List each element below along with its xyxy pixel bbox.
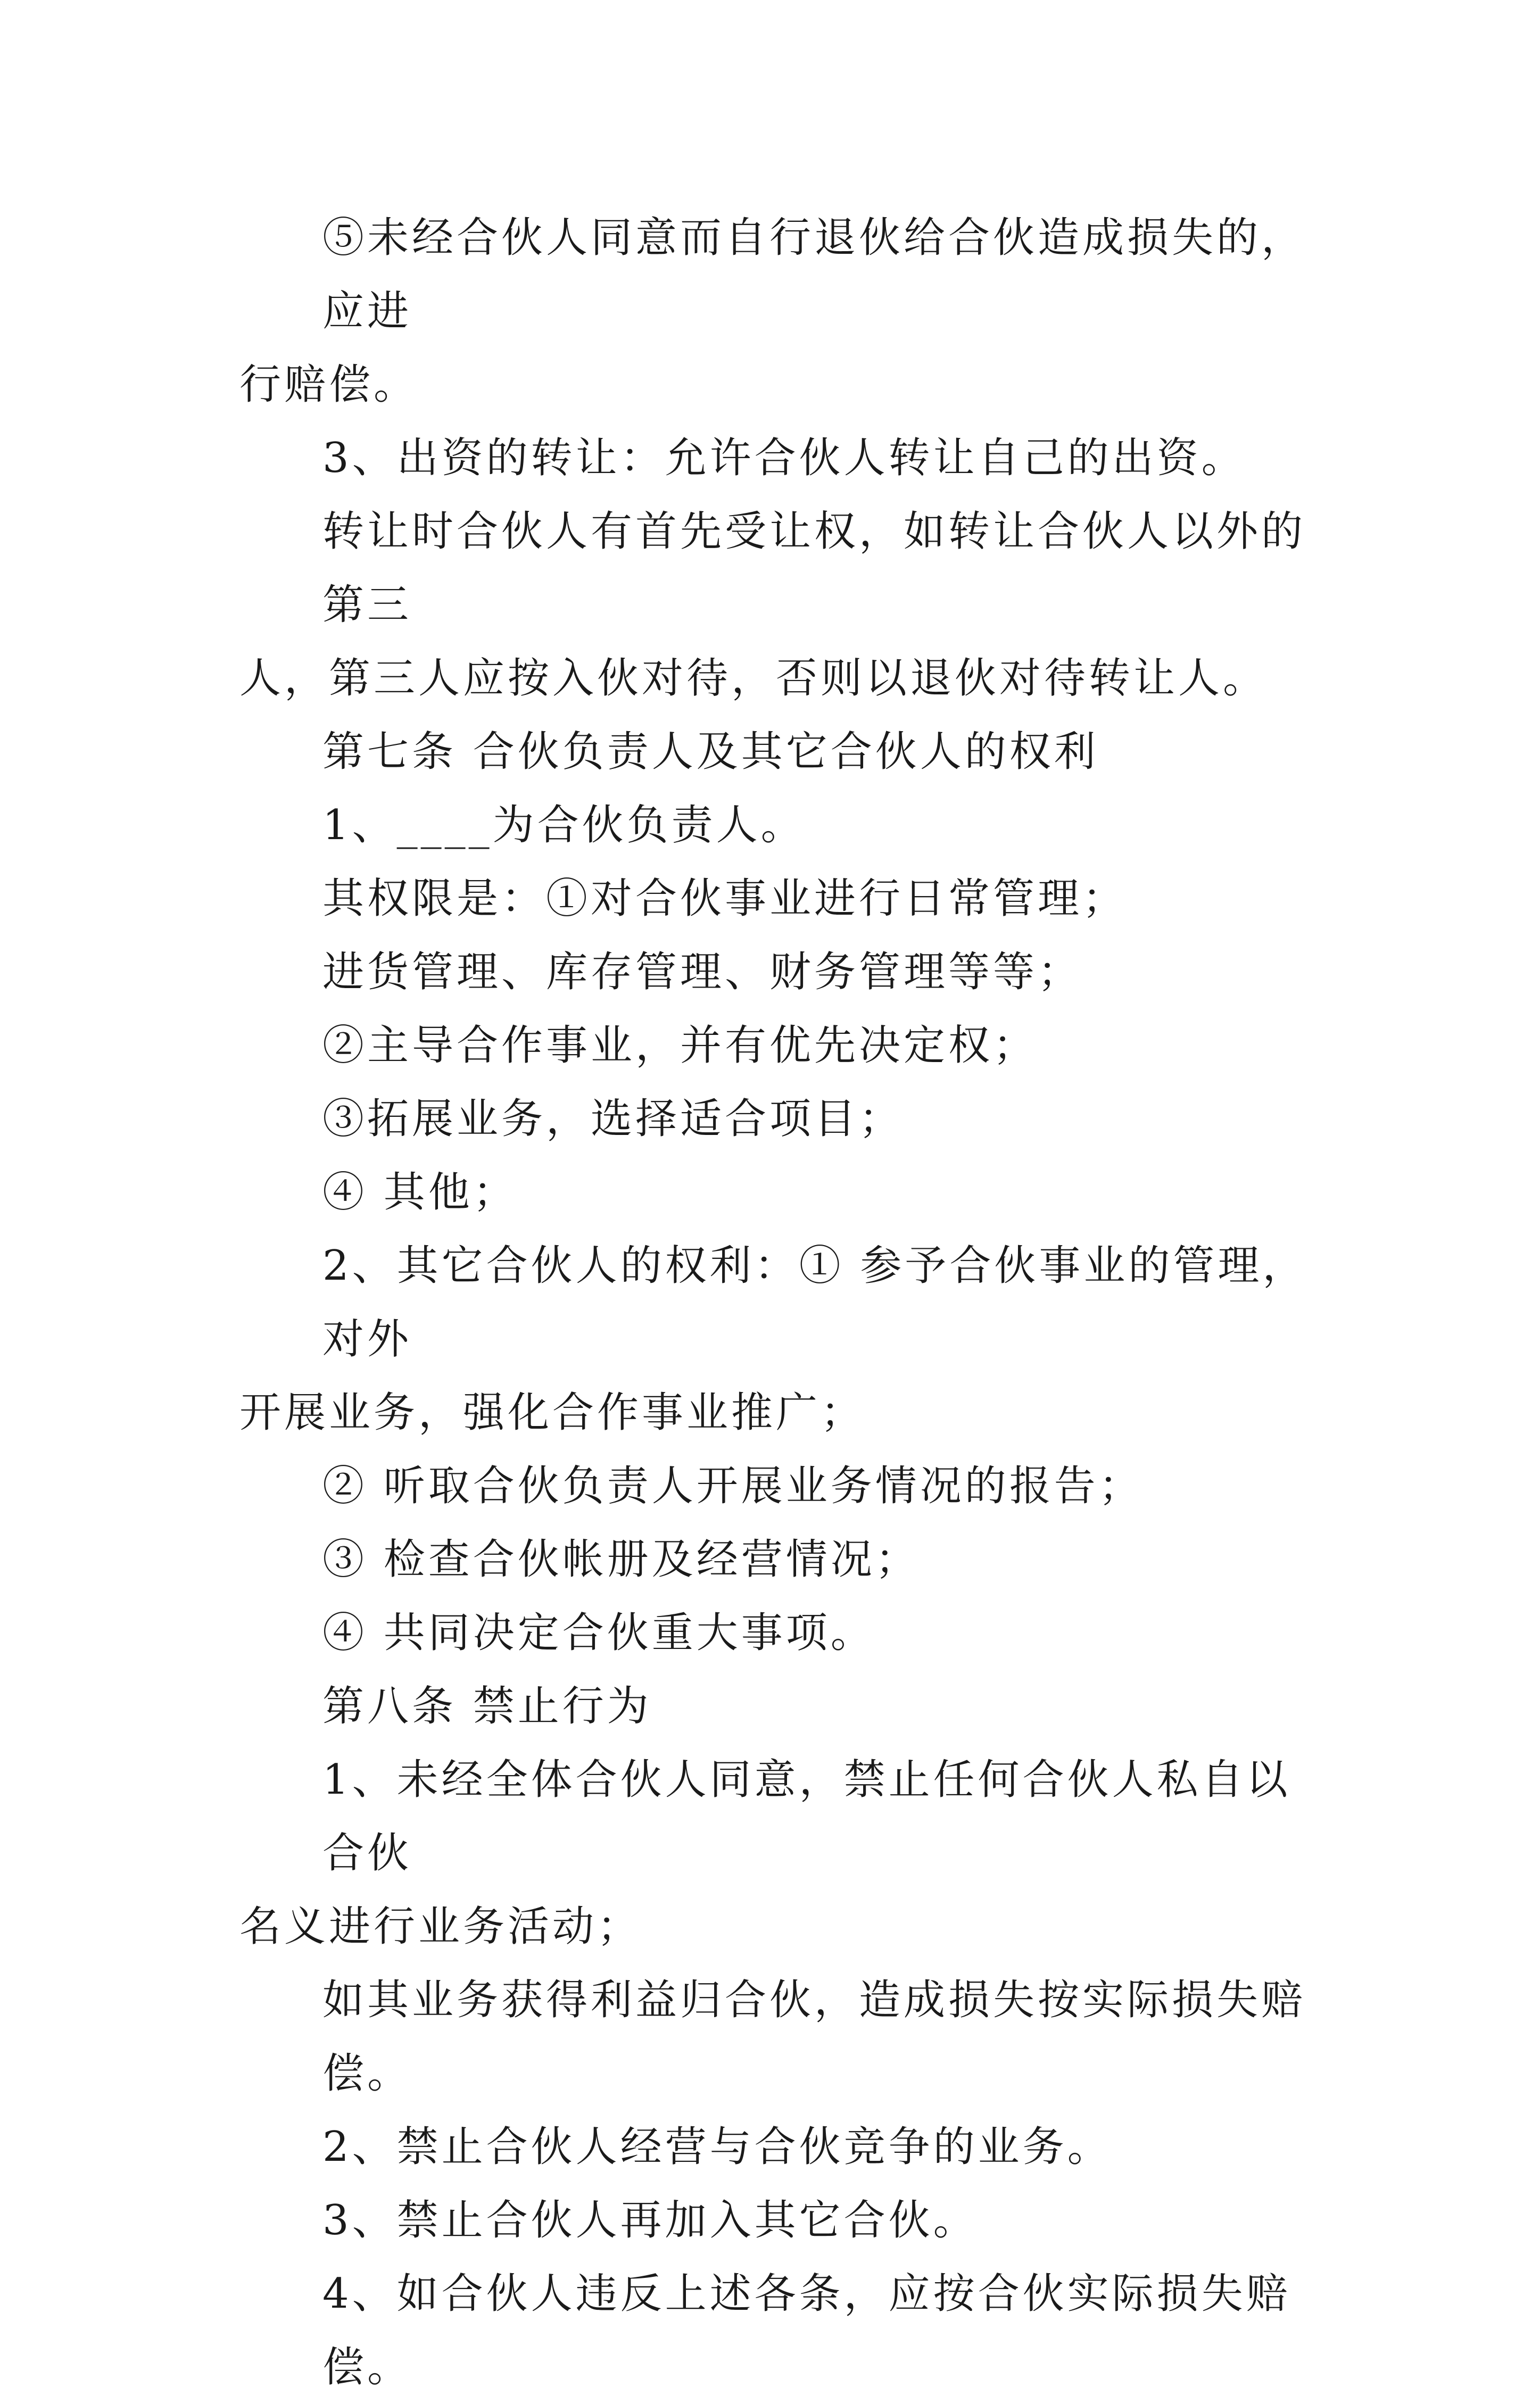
- text-line: 转让时合伙人有首先受让权，如转让合伙人以外的第三: [322, 508, 1306, 629]
- text-line: ② 听取合伙负责人开展业务情况的报告；: [322, 1462, 1144, 1510]
- text-line: 3、禁止合伙人再加入其它合伙。: [322, 2196, 978, 2244]
- text-line: ③ 检查合伙帐册及经营情况；: [322, 1536, 920, 1584]
- text-line: 人，第三人应按入伙对待，否则以退伙对待转让人。: [239, 654, 1268, 702]
- text-line: 1、未经全体合伙人同意，禁止任何合伙人私自以合伙: [322, 1756, 1291, 1877]
- document-body: [239, 201, 1330, 2404]
- section-heading: 第七条 合伙负责人及其它合伙人的权利: [322, 728, 1099, 776]
- text-line: 1、____为合伙负责人。: [322, 801, 806, 849]
- text-line: ②主导合作事业，并有优先决定权；: [322, 1022, 1038, 1070]
- text-line: ④ 共同决定合伙重大事项。: [322, 1609, 875, 1657]
- text-line: 名义进行业务活动；: [239, 1903, 642, 1951]
- text-line: 开展业务，强化合作事业推广；: [239, 1389, 866, 1437]
- text-line: 4、如合伙人违反上述各条，应按合伙实际损失赔偿。: [322, 2270, 1291, 2391]
- text-line: ④ 其他；: [322, 1168, 518, 1216]
- text-line: ⑤未经合伙人同意而自行退伙给合伙造成损失的，应进: [322, 214, 1306, 335]
- text-line: 2、禁止合伙人经营与合伙竞争的业务。: [322, 2123, 1112, 2171]
- text-line: 如其业务获得利益归合伙，造成损失按实际损失赔偿。: [322, 1976, 1306, 2098]
- text-line: 进货管理、库存管理、财务管理等等；: [322, 948, 1083, 996]
- text-line: 行赔偿。: [239, 361, 419, 409]
- text-line: 2、其它合伙人的权利：① 参予合伙事业的管理，对外: [322, 1242, 1307, 1363]
- section-heading: 第八条 禁止行为: [322, 1682, 652, 1730]
- text-line: 其权限是：①对合伙事业进行日常管理；: [322, 875, 1128, 923]
- text-line: 3、出资的转让：允许合伙人转让自己的出资。: [322, 434, 1246, 482]
- text-line: ③拓展业务，选择适合项目；: [322, 1095, 904, 1143]
